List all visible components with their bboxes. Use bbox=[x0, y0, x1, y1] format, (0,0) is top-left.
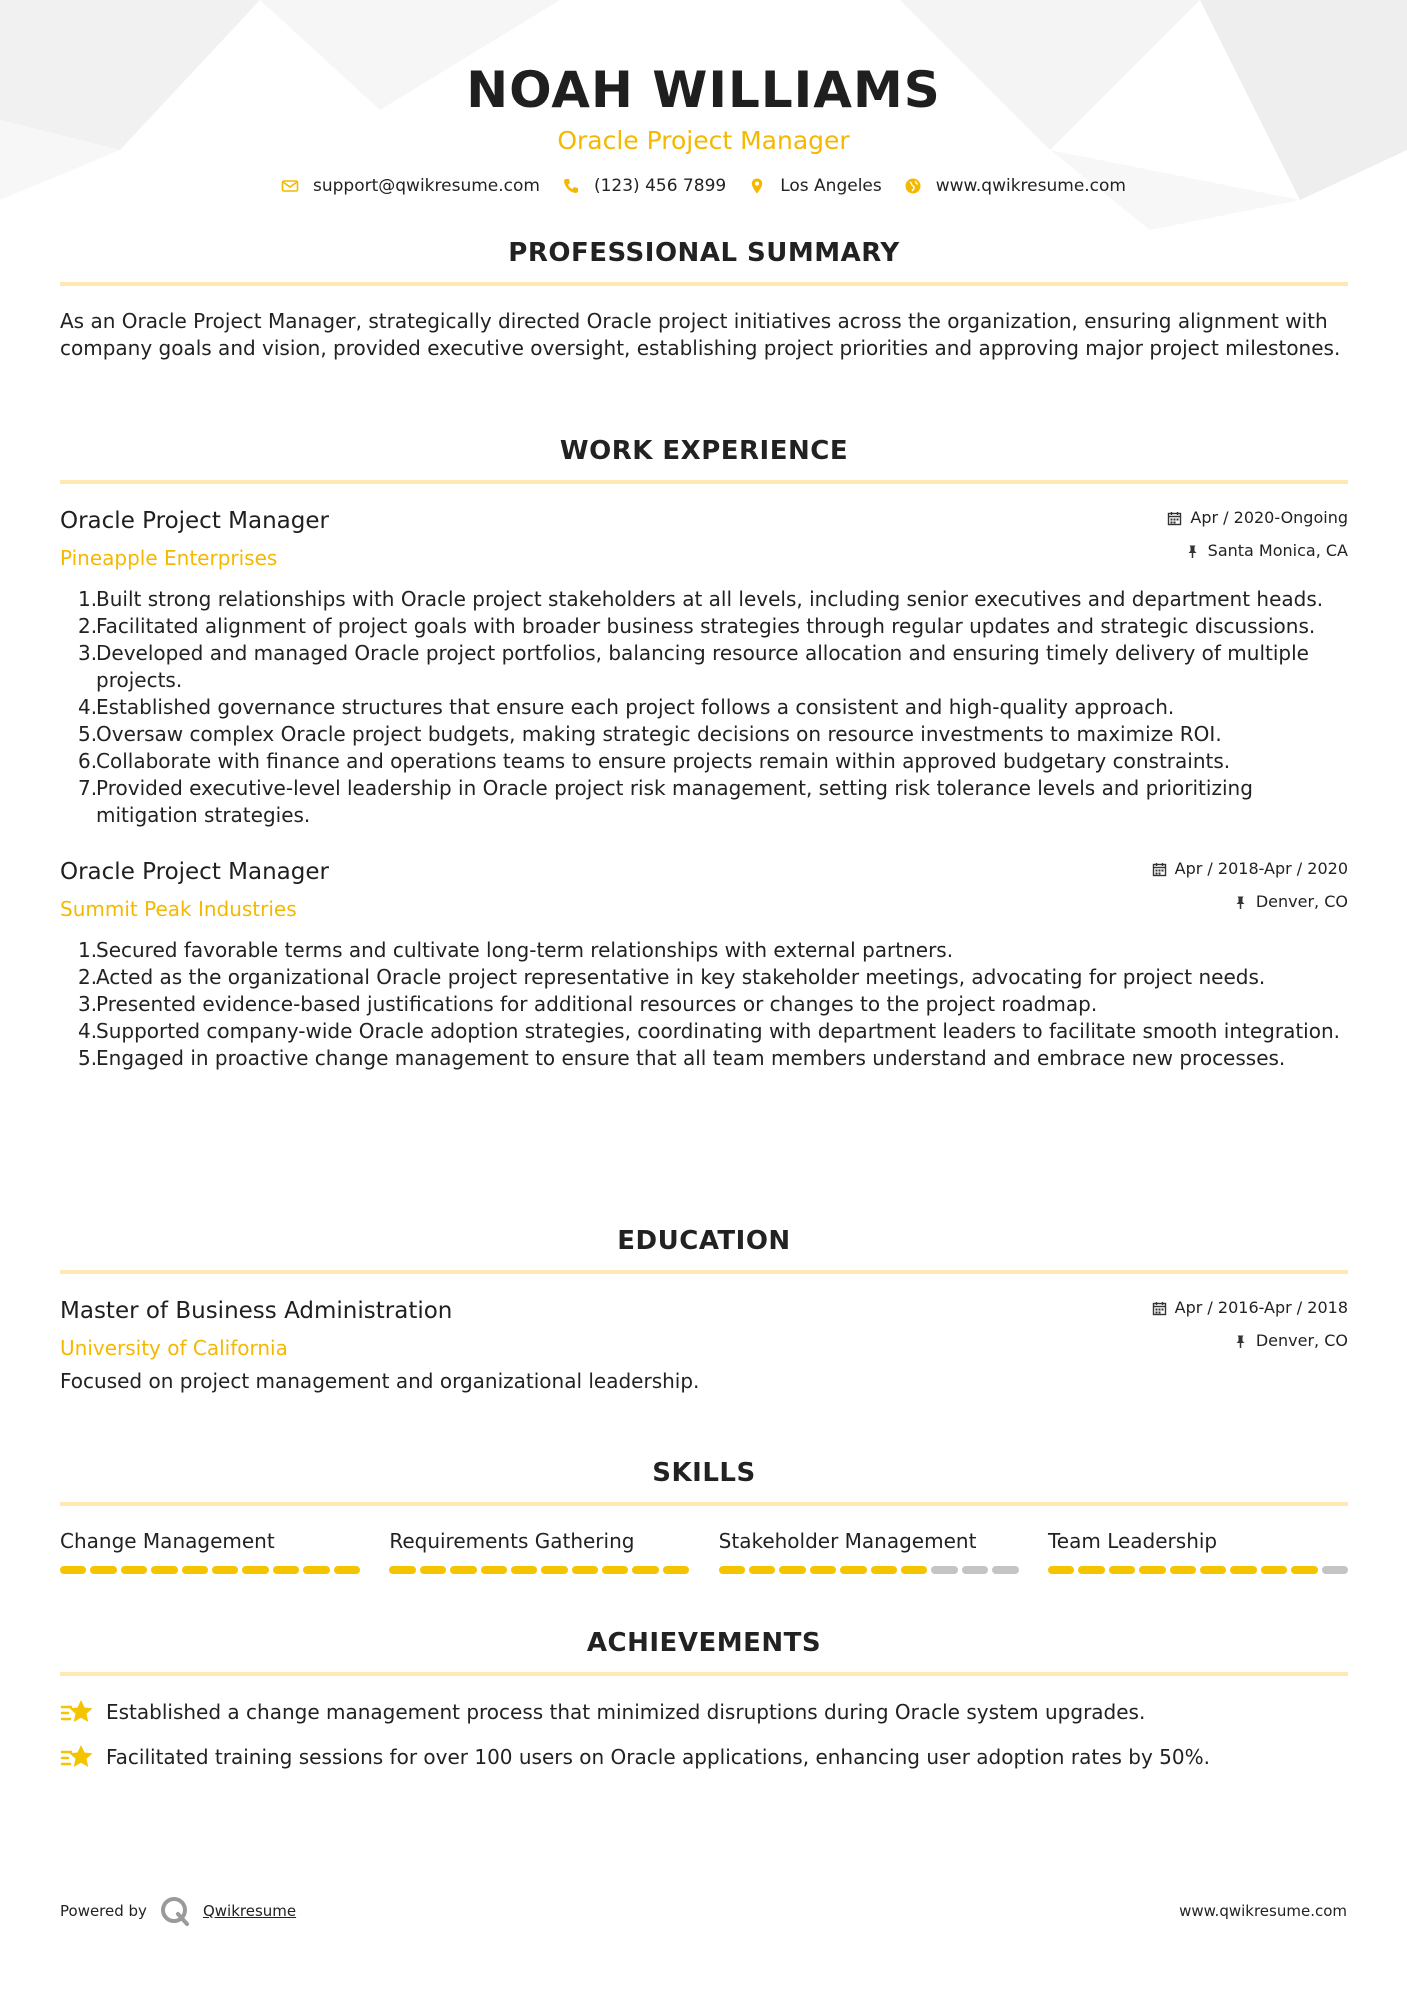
skill-level-bar bbox=[60, 1566, 360, 1574]
skill-item bbox=[1048, 1528, 1348, 1574]
school-name: University of California bbox=[60, 1336, 288, 1360]
section-divider bbox=[60, 480, 1348, 484]
pushpin-icon bbox=[1233, 1334, 1248, 1349]
experience-heading: WORK EXPERIENCE bbox=[559, 436, 849, 466]
skill-segment-filled bbox=[572, 1566, 598, 1574]
qwikresume-link[interactable]: Qwikresume bbox=[202, 1902, 297, 1920]
skill-segment-filled bbox=[749, 1566, 775, 1574]
powered-by-label: Powered by bbox=[60, 1902, 147, 1920]
job-entry bbox=[60, 506, 1348, 829]
job-title: Oracle Project Manager bbox=[60, 859, 329, 885]
calendar-icon bbox=[1152, 862, 1167, 877]
phone-icon bbox=[562, 177, 580, 195]
skill-segment-filled bbox=[303, 1566, 329, 1574]
skill-name: Team Leadership bbox=[1047, 1529, 1218, 1553]
skill-segment-empty bbox=[1322, 1566, 1348, 1574]
experience-section bbox=[60, 434, 1348, 1072]
skill-segment-filled bbox=[810, 1566, 836, 1574]
star-icon bbox=[60, 1698, 94, 1726]
achievement-item bbox=[60, 1743, 1348, 1771]
skills-section bbox=[60, 1456, 1348, 1574]
list-item: 4. Established governance structures that ensure each project follows a consistent and high-quality approach. bbox=[78, 695, 1175, 719]
list-item: 1. Built strong relationships with Oracle project stakeholders at all levels, including senior executives and department heads. bbox=[78, 587, 1324, 611]
skill-segment-filled bbox=[334, 1566, 360, 1574]
skill-segment-filled bbox=[871, 1566, 897, 1574]
email-text: support@qwikresume.com bbox=[313, 176, 540, 196]
skill-segment-filled bbox=[151, 1566, 177, 1574]
contact-phone[interactable] bbox=[562, 176, 726, 196]
skill-level-bar bbox=[389, 1566, 689, 1574]
skill-segment-filled bbox=[481, 1566, 507, 1574]
skill-segment-filled bbox=[450, 1566, 476, 1574]
skill-item bbox=[389, 1528, 689, 1574]
skill-segment-filled bbox=[1200, 1566, 1226, 1574]
contact-bar bbox=[0, 176, 1407, 196]
contact-location bbox=[748, 176, 882, 196]
calendar-icon bbox=[1167, 511, 1182, 526]
contact-website[interactable] bbox=[904, 176, 1126, 196]
skill-segment-filled bbox=[90, 1566, 116, 1574]
page-footer bbox=[60, 1895, 1347, 1927]
skill-segment-filled bbox=[1170, 1566, 1196, 1574]
job-location: Santa Monica, CA bbox=[1207, 541, 1348, 560]
degree-title: Master of Business Administration bbox=[60, 1298, 453, 1324]
list-item: 4. Supported company-wide Oracle adoption strategies, coordinating with department leaders to facilitate smooth integration. bbox=[78, 1019, 1341, 1043]
skill-name: Requirements Gathering bbox=[389, 1529, 635, 1553]
achievement-text: Facilitated training sessions for over 100 users on Oracle applications, enhancing user adoption rates by 50%. bbox=[106, 1744, 1210, 1769]
skills-list bbox=[60, 1528, 1348, 1574]
phone-text: (123) 456 7899 bbox=[593, 176, 727, 196]
skill-level-bar bbox=[719, 1566, 1019, 1574]
skill-segment-filled bbox=[541, 1566, 567, 1574]
achievements-section bbox=[60, 1626, 1348, 1771]
list-item: 6. Collaborate with finance and operations teams to ensure projects remain within approved budgetary constraints. bbox=[78, 749, 1231, 773]
skill-level-bar bbox=[1048, 1566, 1348, 1574]
section-divider bbox=[60, 1270, 1348, 1274]
job-dates: Apr / 2018-Apr / 2020 bbox=[1174, 859, 1348, 878]
list-item: 3. Developed and managed Oracle project portfolios, balancing resource allocation and ensuring timely delivery of multiple projects. bbox=[78, 641, 1309, 692]
education-heading: EDUCATION bbox=[617, 1226, 791, 1256]
globe-icon bbox=[904, 177, 922, 195]
qwikresume-logo-icon bbox=[159, 1895, 191, 1927]
location-text: Los Angeles bbox=[780, 176, 882, 196]
candidate-name: NOAH WILLIAMS bbox=[466, 61, 941, 119]
skill-name: Change Management bbox=[60, 1529, 275, 1553]
skill-item bbox=[719, 1528, 1019, 1574]
skill-segment-empty bbox=[962, 1566, 988, 1574]
list-item: 7. Provided executive-level leadership in Oracle project risk management, setting risk tolerance levels and prioritizing mitigation strategies. bbox=[78, 776, 1253, 827]
list-item: 2. Facilitated alignment of project goals with broader business strategies through regular updates and strategic discussions. bbox=[78, 614, 1316, 638]
powered-by bbox=[60, 1895, 296, 1927]
skill-segment-filled bbox=[420, 1566, 446, 1574]
list-item: 1. Secured favorable terms and cultivate long-term relationships with external partners. bbox=[78, 938, 954, 962]
skill-segment-filled bbox=[1291, 1566, 1317, 1574]
list-item: 5. Oversaw complex Oracle project budgets, making strategic decisions on resource investments to maximize ROI. bbox=[78, 722, 1222, 746]
education-dates: Apr / 2016-Apr / 2018 bbox=[1174, 1298, 1348, 1317]
list-item: 2. Acted as the organizational Oracle project representative in key stakeholder meetings, advocating for project needs. bbox=[78, 965, 1266, 989]
job-company: Summit Peak Industries bbox=[60, 897, 297, 921]
skill-segment-filled bbox=[1261, 1566, 1287, 1574]
job-entry bbox=[60, 857, 1348, 1072]
skill-segment-filled bbox=[182, 1566, 208, 1574]
list-item: 3. Presented evidence-based justifications for additional resources or changes to the project roadmap. bbox=[78, 992, 1098, 1016]
summary-text: As an Oracle Project Manager, strategically directed Oracle project initiatives across the organization, ensuring alignment with company goals and vision, provided executive oversight, establishing project priorities and approving major project milestones. bbox=[60, 309, 1341, 360]
skill-segment-empty bbox=[992, 1566, 1018, 1574]
summary-section bbox=[60, 236, 1348, 362]
job-title: Oracle Project Manager bbox=[60, 508, 329, 534]
skill-segment-filled bbox=[602, 1566, 628, 1574]
skill-segment-filled bbox=[901, 1566, 927, 1574]
section-divider bbox=[60, 1672, 1348, 1676]
star-icon bbox=[60, 1743, 94, 1771]
candidate-title: Oracle Project Manager bbox=[557, 126, 850, 155]
list-item: 5. Engaged in proactive change management to ensure that all team members understand and embrace new processes. bbox=[78, 1046, 1286, 1070]
skill-segment-filled bbox=[632, 1566, 658, 1574]
section-divider bbox=[60, 1502, 1348, 1506]
skill-segment-filled bbox=[1048, 1566, 1074, 1574]
skill-segment-filled bbox=[389, 1566, 415, 1574]
website-text: www.qwikresume.com bbox=[935, 176, 1126, 196]
section-divider bbox=[60, 282, 1348, 286]
job-location: Denver, CO bbox=[1255, 892, 1348, 911]
education-section bbox=[60, 1224, 1348, 1395]
footer-website[interactable]: www.qwikresume.com bbox=[1179, 1902, 1347, 1920]
envelope-icon bbox=[281, 177, 299, 195]
skill-segment-filled bbox=[242, 1566, 268, 1574]
skill-segment-filled bbox=[840, 1566, 866, 1574]
skill-segment-filled bbox=[1230, 1566, 1256, 1574]
education-location: Denver, CO bbox=[1255, 1331, 1348, 1350]
skill-name: Stakeholder Management bbox=[718, 1529, 977, 1553]
calendar-icon bbox=[1152, 1301, 1167, 1316]
resume-header bbox=[0, 0, 1407, 196]
contact-email[interactable] bbox=[281, 176, 540, 196]
skill-segment-filled bbox=[121, 1566, 147, 1574]
skill-segment-filled bbox=[1139, 1566, 1165, 1574]
skill-segment-filled bbox=[779, 1566, 805, 1574]
skill-segment-filled bbox=[60, 1566, 86, 1574]
skill-segment-empty bbox=[931, 1566, 957, 1574]
skill-segment-filled bbox=[511, 1566, 537, 1574]
achievements-heading: ACHIEVEMENTS bbox=[586, 1628, 822, 1658]
achievement-item bbox=[60, 1698, 1348, 1726]
skills-heading: SKILLS bbox=[652, 1458, 756, 1488]
skill-segment-filled bbox=[212, 1566, 238, 1574]
job-dates: Apr / 2020-Ongoing bbox=[1190, 508, 1348, 527]
skill-item bbox=[60, 1528, 360, 1574]
skill-segment-filled bbox=[1109, 1566, 1135, 1574]
job-bullets bbox=[60, 937, 1348, 1072]
summary-heading: PROFESSIONAL SUMMARY bbox=[508, 238, 900, 268]
pushpin-icon bbox=[1185, 544, 1200, 559]
map-pin-icon bbox=[748, 177, 766, 195]
skill-segment-filled bbox=[719, 1566, 745, 1574]
skill-segment-filled bbox=[663, 1566, 689, 1574]
skill-segment-filled bbox=[273, 1566, 299, 1574]
job-company: Pineapple Enterprises bbox=[60, 546, 278, 570]
pushpin-icon bbox=[1233, 895, 1248, 910]
job-bullets bbox=[60, 586, 1348, 829]
skill-segment-filled bbox=[1078, 1566, 1104, 1574]
education-note: Focused on project management and organizational leadership. bbox=[60, 1369, 700, 1393]
achievement-text: Established a change management process that minimized disruptions during Oracle system upgrades. bbox=[106, 1699, 1146, 1724]
